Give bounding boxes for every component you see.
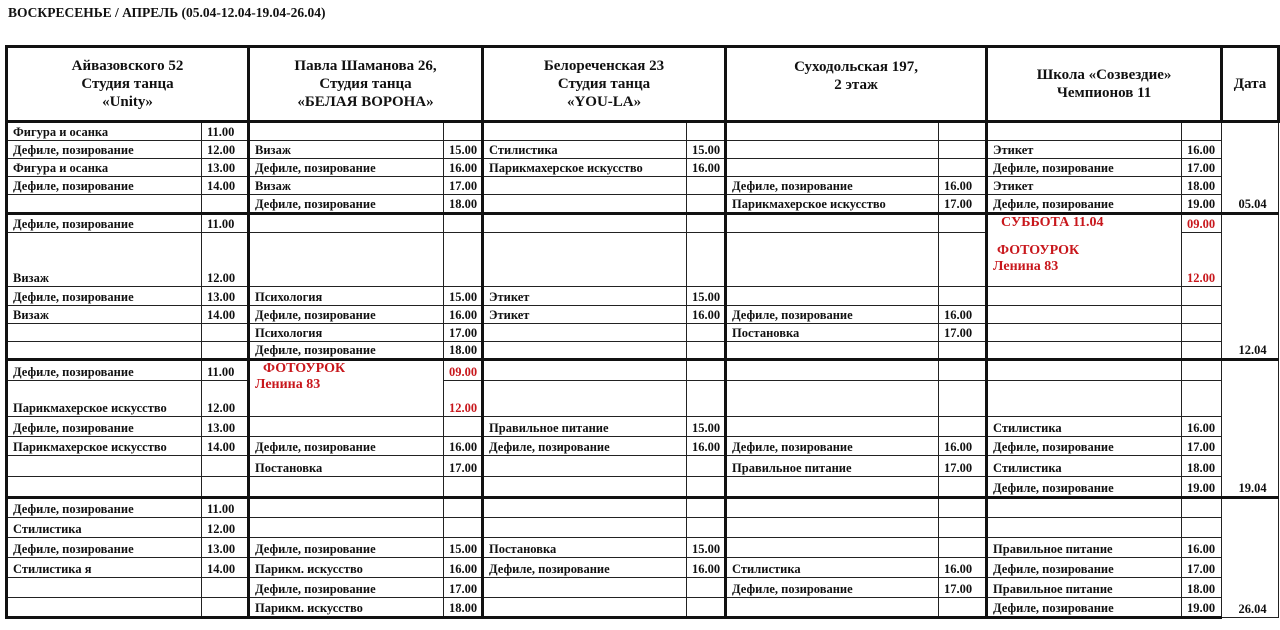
class-time-cell [444,122,483,141]
class-name-cell: Правильное питание [987,578,1182,598]
class-name-cell [483,518,687,538]
class-time-cell [1182,306,1222,324]
class-time-cell [939,233,987,287]
class-time-cell: 18.00 [1182,578,1222,598]
class-name-cell: Дефиле, позирование [249,437,444,456]
class-time-cell [687,498,726,518]
class-time-cell [687,381,726,417]
column-header-aivazovskogo: Айвазовского 52 Студия танца «Unity» [7,47,249,122]
table-row [7,342,1279,360]
table-row [7,437,1279,456]
class-time-cell: 16.00 [939,177,987,195]
class-name-cell [726,417,939,437]
class-time-cell: 18.00 [444,598,483,618]
column-header-belorechenskaya: Белореченская 23 Студия танца «YOU-LA» [483,47,726,122]
class-time-cell: 15.00 [687,287,726,306]
class-name-cell [987,518,1182,538]
class-name-cell: Этикет [483,287,687,306]
class-time-cell [444,233,483,287]
table-row [7,177,1279,195]
class-time-cell [687,342,726,360]
class-time-cell: 15.00 [444,287,483,306]
table-row [7,558,1279,578]
page-title: ВОСКРЕСЕНЬЕ / АПРЕЛЬ (05.04-12.04-19.04-26.04) [8,5,326,20]
column-header-sukhodolskaya: Суходольская 197, 2 этаж [726,47,987,122]
class-name-cell: Визаж [249,177,444,195]
special-event-text: Ленина 83 [993,259,1059,274]
class-time-cell [687,360,726,381]
class-time-cell [444,477,483,498]
class-name-cell [726,233,939,287]
class-time-cell [939,159,987,177]
class-name-cell [7,477,202,498]
table-row [7,578,1279,598]
class-time-cell: 17.00 [444,324,483,342]
class-name-cell [726,498,939,518]
class-time-cell: 12.00 [202,518,249,538]
class-name-cell [483,122,687,141]
class-name-cell [987,342,1182,360]
class-name-cell: Дефиле, позирование [987,195,1182,214]
special-event-time: 09.00 [444,360,483,381]
class-name-cell [249,214,444,233]
class-time-cell [202,477,249,498]
class-time-cell: 11.00 [202,360,249,381]
class-name-cell: Дефиле, позирование [987,558,1182,578]
class-time-cell [202,342,249,360]
class-name-cell [249,122,444,141]
table-row [7,477,1279,498]
class-name-cell [987,381,1182,417]
class-name-cell: Дефиле, позирование [987,437,1182,456]
class-name-cell [483,360,687,381]
class-time-cell: 17.00 [939,324,987,342]
class-time-cell: 12.00 [202,381,249,417]
class-time-cell: 14.00 [202,177,249,195]
class-name-cell: Дефиле, позирование [249,159,444,177]
class-name-cell: Дефиле, позирование [7,498,202,518]
class-time-cell [939,498,987,518]
class-time-cell: 18.00 [444,342,483,360]
class-name-cell: Стилистика [7,518,202,538]
class-time-cell: 16.00 [939,306,987,324]
class-time-cell: 12.00 [202,233,249,287]
class-time-cell [939,477,987,498]
class-time-cell: 16.00 [687,437,726,456]
class-name-cell: Дефиле, позирование [726,578,939,598]
class-time-cell: 16.00 [444,558,483,578]
class-time-cell [939,381,987,417]
class-name-cell [987,324,1182,342]
class-time-cell [939,122,987,141]
class-name-cell [249,518,444,538]
class-time-cell: 13.00 [202,417,249,437]
class-name-cell [7,342,202,360]
class-name-cell [483,324,687,342]
table-row [7,159,1279,177]
class-time-cell: 19.00 [1182,477,1222,498]
class-name-cell [726,360,939,381]
class-name-cell: Правильное питание [987,538,1182,558]
class-name-cell [987,360,1182,381]
class-name-cell [726,342,939,360]
class-time-cell: 17.00 [1182,437,1222,456]
class-name-cell: Дефиле, позирование [987,477,1182,498]
special-event-text: Ленина 83 [255,377,321,392]
class-time-cell [1182,287,1222,306]
table-row [7,141,1279,159]
class-name-cell [726,122,939,141]
class-name-cell: Этикет [483,306,687,324]
class-name-cell [483,177,687,195]
special-event-text: СУББОТА 11.04 [1001,215,1104,230]
class-name-cell: Дефиле, позирование [7,214,202,233]
class-name-cell: Этикет [987,177,1182,195]
class-time-cell: 16.00 [1182,417,1222,437]
class-name-cell [726,477,939,498]
class-time-cell [939,342,987,360]
class-time-cell: 15.00 [687,141,726,159]
class-time-cell: 13.00 [202,159,249,177]
class-name-cell [483,477,687,498]
class-name-cell [726,141,939,159]
table-row [7,122,1279,141]
class-time-cell: 16.00 [444,437,483,456]
class-name-cell [483,456,687,477]
header-row [7,47,1279,122]
class-time-cell [202,195,249,214]
class-time-cell: 16.00 [939,437,987,456]
special-event-time: 09.00 [1182,214,1222,233]
class-time-cell: 19.00 [1182,195,1222,214]
special-event-time: 12.00 [444,381,483,417]
class-time-cell: 14.00 [202,437,249,456]
class-time-cell: 17.00 [939,195,987,214]
class-name-cell [726,518,939,538]
class-time-cell [939,360,987,381]
class-time-cell: 16.00 [444,159,483,177]
class-name-cell: Дефиле, позирование [249,342,444,360]
special-event-time: 12.00 [1182,233,1222,287]
class-name-cell: Стилистика [726,558,939,578]
class-time-cell [444,498,483,518]
class-time-cell: 17.00 [939,578,987,598]
class-time-cell [687,122,726,141]
table-row [7,456,1279,477]
special-event-text: ФОТОУРОК [997,243,1080,258]
table-row [7,360,1279,381]
class-time-cell: 14.00 [202,306,249,324]
table-row [7,498,1279,518]
class-name-cell [726,538,939,558]
column-header-date: Дата [1222,47,1279,122]
class-name-cell [483,498,687,518]
class-name-cell: Парикм. искусство [249,558,444,578]
class-time-cell [1182,518,1222,538]
class-name-cell: Визаж [249,141,444,159]
class-time-cell [202,456,249,477]
class-time-cell [1182,498,1222,518]
class-name-cell [7,578,202,598]
class-time-cell: 17.00 [444,578,483,598]
class-name-cell: Постановка [726,324,939,342]
class-name-cell: Дефиле, позирование [987,598,1182,618]
class-time-cell: 16.00 [1182,141,1222,159]
date-cell: 26.04 [1222,498,1279,618]
table-row [7,214,1279,233]
class-name-cell: Дефиле, позирование [7,417,202,437]
class-time-cell: 14.00 [202,558,249,578]
class-name-cell: Парикмахерское искусство [7,437,202,456]
special-event-text: ФОТОУРОК [263,361,346,376]
class-time-cell [687,598,726,618]
table-row [7,518,1279,538]
class-time-cell [687,195,726,214]
table-row [7,287,1279,306]
class-name-cell [483,214,687,233]
class-time-cell: 16.00 [687,306,726,324]
table-row [7,538,1279,558]
class-time-cell [444,417,483,437]
class-time-cell: 17.00 [1182,558,1222,578]
table-row [7,417,1279,437]
class-time-cell [1182,360,1222,381]
date-cell: 12.04 [1222,214,1279,360]
class-name-cell [726,214,939,233]
class-name-cell: Фигура и осанка [7,122,202,141]
class-name-cell [483,578,687,598]
table-row [7,195,1279,214]
column-header-sozvezdie: Школа «Созвездие» Чемпионов 11 [987,47,1222,122]
class-name-cell: Дефиле, позирование [987,159,1182,177]
class-name-cell: Дефиле, позирование [483,558,687,578]
class-time-cell: 17.00 [939,456,987,477]
class-name-cell [7,195,202,214]
special-event-cell [249,360,444,417]
schedule-body [7,122,1279,618]
class-name-cell: Стилистика [987,456,1182,477]
class-time-cell [939,518,987,538]
class-time-cell [939,287,987,306]
class-name-cell [7,324,202,342]
class-time-cell [939,214,987,233]
class-name-cell: Стилистика я [7,558,202,578]
class-name-cell: Парикм. искусство [249,598,444,618]
class-name-cell [726,287,939,306]
class-time-cell [687,214,726,233]
class-name-cell [726,159,939,177]
table-row [7,324,1279,342]
class-time-cell [687,177,726,195]
class-time-cell: 16.00 [1182,538,1222,558]
class-name-cell: Дефиле, позирование [726,177,939,195]
class-time-cell: 13.00 [202,287,249,306]
class-time-cell: 11.00 [202,214,249,233]
class-time-cell [939,141,987,159]
class-time-cell: 18.00 [444,195,483,214]
date-cell: 05.04 [1222,122,1279,214]
class-name-cell: Правильное питание [726,456,939,477]
class-time-cell [444,518,483,538]
class-name-cell [483,598,687,618]
class-name-cell [726,381,939,417]
class-time-cell: 12.00 [202,141,249,159]
table-row [7,598,1279,618]
class-time-cell [1182,324,1222,342]
class-time-cell: 15.00 [687,417,726,437]
class-name-cell: Правильное питание [483,417,687,437]
class-name-cell [249,233,444,287]
class-time-cell [687,578,726,598]
class-time-cell: 11.00 [202,498,249,518]
class-time-cell [1182,342,1222,360]
class-time-cell: 16.00 [444,306,483,324]
class-time-cell: 17.00 [444,456,483,477]
class-time-cell: 16.00 [687,558,726,578]
class-time-cell [939,598,987,618]
class-name-cell: Фигура и осанка [7,159,202,177]
class-name-cell: Дефиле, позирование [7,538,202,558]
class-name-cell: Визаж [7,233,202,287]
class-name-cell: Дефиле, позирование [7,177,202,195]
class-name-cell [726,598,939,618]
class-name-cell [987,306,1182,324]
class-name-cell: Этикет [987,141,1182,159]
class-name-cell: Дефиле, позирование [249,538,444,558]
class-time-cell [687,324,726,342]
class-name-cell: Парикмахерское искусство [483,159,687,177]
class-name-cell [249,477,444,498]
class-name-cell [249,498,444,518]
class-time-cell [939,417,987,437]
class-name-cell: Дефиле, позирование [249,195,444,214]
class-name-cell: Психология [249,287,444,306]
table-row [7,306,1279,324]
class-time-cell [1182,381,1222,417]
class-name-cell: Дефиле, позирование [726,437,939,456]
class-name-cell: Парикмахерское искусство [7,381,202,417]
class-time-cell [444,214,483,233]
class-time-cell: 18.00 [1182,177,1222,195]
class-name-cell [987,498,1182,518]
class-time-cell [202,598,249,618]
class-time-cell: 17.00 [444,177,483,195]
schedule-table [5,45,1280,619]
class-name-cell: Дефиле, позирование [249,306,444,324]
class-name-cell [7,598,202,618]
class-time-cell [687,477,726,498]
class-time-cell [687,456,726,477]
class-name-cell [483,233,687,287]
date-cell: 19.04 [1222,360,1279,498]
class-time-cell [1182,122,1222,141]
class-time-cell [202,578,249,598]
class-time-cell [687,233,726,287]
class-name-cell: Стилистика [987,417,1182,437]
class-time-cell [202,324,249,342]
class-name-cell [483,342,687,360]
class-name-cell: Дефиле, позирование [483,437,687,456]
class-name-cell: Стилистика [483,141,687,159]
class-time-cell: 15.00 [444,141,483,159]
class-time-cell: 11.00 [202,122,249,141]
class-name-cell [483,381,687,417]
class-time-cell: 16.00 [939,558,987,578]
class-name-cell: Постановка [249,456,444,477]
class-time-cell [687,518,726,538]
class-time-cell: 15.00 [444,538,483,558]
class-name-cell [987,122,1182,141]
class-time-cell: 18.00 [1182,456,1222,477]
class-name-cell: Психология [249,324,444,342]
class-name-cell: Постановка [483,538,687,558]
class-name-cell: Дефиле, позирование [7,287,202,306]
class-name-cell [987,287,1182,306]
class-name-cell: Визаж [7,306,202,324]
class-time-cell [939,538,987,558]
class-name-cell: Дефиле, позирование [7,141,202,159]
class-time-cell: 16.00 [687,159,726,177]
class-time-cell: 15.00 [687,538,726,558]
class-name-cell [249,417,444,437]
class-time-cell: 13.00 [202,538,249,558]
class-name-cell: Дефиле, позирование [726,306,939,324]
class-time-cell: 17.00 [1182,159,1222,177]
table-row [7,381,1279,417]
class-time-cell: 19.00 [1182,598,1222,618]
class-name-cell [483,195,687,214]
special-event-cell [987,214,1182,287]
class-name-cell [7,456,202,477]
column-header-shamanova: Павла Шаманова 26, Студия танца «БЕЛАЯ ВОРОНА» [249,47,483,122]
class-name-cell: Парикмахерское искусство [726,195,939,214]
class-name-cell: Дефиле, позирование [249,578,444,598]
class-name-cell: Дефиле, позирование [7,360,202,381]
